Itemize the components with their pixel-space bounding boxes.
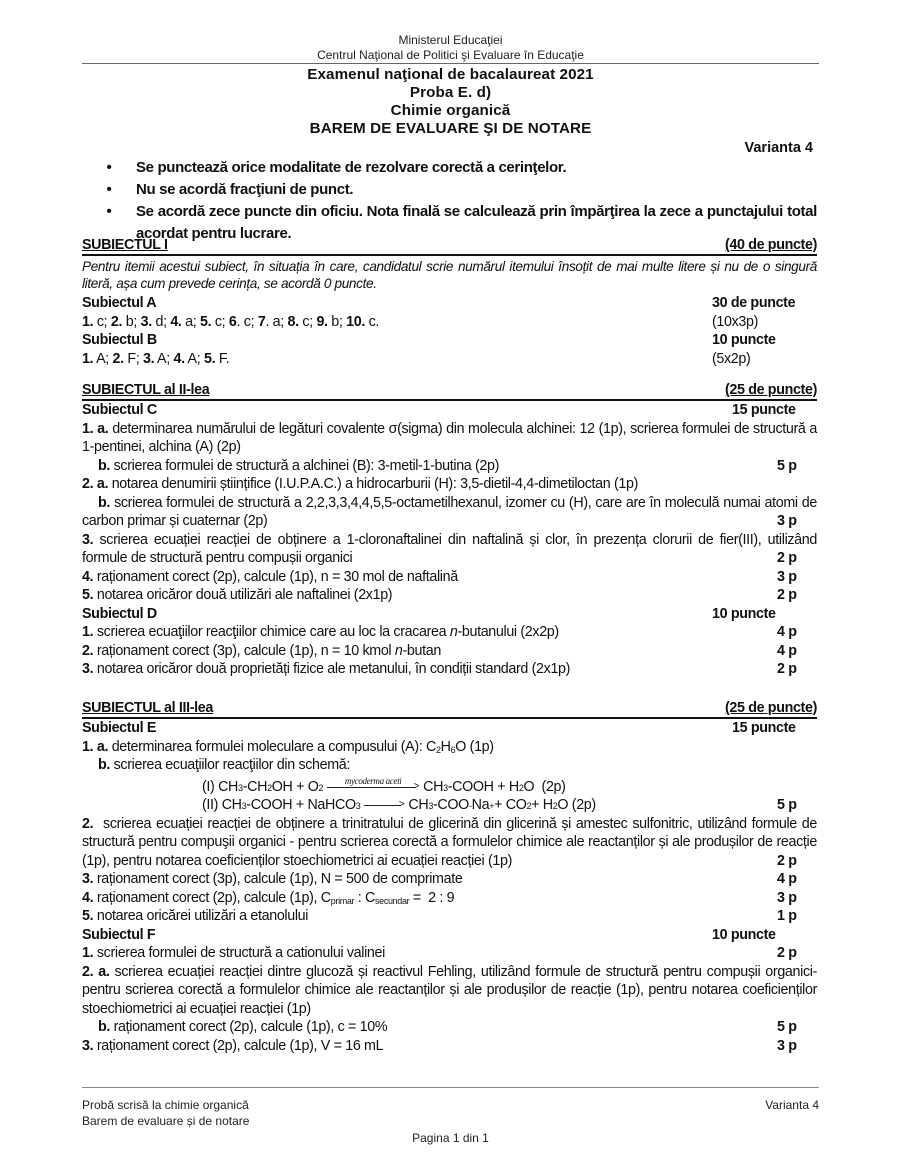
section-3-header: SUBIECTUL al III-lea (25 de puncte)	[82, 700, 817, 719]
bullet-icon: •	[106, 203, 112, 220]
item-c1b: b. scrierea formulei de structură a alchinei (B): 3-metil-1-butina (2p) 5 p	[98, 457, 797, 474]
answer-number: 10.	[346, 313, 365, 330]
footer-variant: Varianta 4	[765, 1098, 819, 1112]
item-c2b: b. scrierea formulei de structură a 2,2,3,3,4,4,5,5-octametilhexanul, izomer cu (H), care are în moleculă numai atomi de carbon primar și cuaternar (2p)	[82, 494, 817, 529]
item-c5: 5. notarea oricăror două utilizări ale naftalinei (2x1p) 2 p	[82, 587, 797, 603]
answer-value: A;	[93, 350, 113, 367]
center-name: Centrul Naţional de Politici şi Evaluare în Educaţie	[317, 48, 584, 62]
item-c2-points: 3 p	[777, 513, 797, 529]
bullet-icon: •	[106, 159, 112, 176]
answer-value: A;	[154, 350, 174, 367]
equation-2-row: (II) CH 3 -COOH + NaHCO 3 > CH 3 -COO - Na + + CO 2 + H 2 O (2p) 5 p	[82, 796, 817, 815]
item-e2: 2. scrierea ecuației reacției de obținere a trinitratului de glicerină din glicerină și amestec sulfonitric, utilizând formule de structură pentru compuşii organici - pentru scrierea corectă a formulelor chimice ale reactanților și ale produșilor de reacție (1p), pentru notarea coeficienților stoechiometrici ai ecuației reacției (1p)	[82, 815, 821, 869]
catalyst-label: mycoderma aceti	[344, 775, 402, 786]
item-f2b: b. raționament corect (2p), calcule (1p), c = 10% 5 p	[98, 1019, 797, 1035]
item-e2-points: 2 p	[777, 852, 797, 869]
section-points: (40 de puncte)	[724, 237, 817, 253]
item-e3: 3. raționament corect (3p), calcule (1p), N = 500 de comprimate 4 p	[82, 871, 797, 887]
footer-exam-label: Probă scrisă la chimie organică	[82, 1098, 249, 1112]
item-c2a: 2. a. notarea denumirii științifice (I.U.P.A.C.) a hidrocarburii (H): 3,5-dietil-4,4-dimetiloctan (1p)	[82, 476, 639, 492]
equation-1: (I) CH 3 -CH 2 OH + O 2 mycoderma aceti > CH 3 -COOH + H 2 O (2p)	[82, 778, 817, 797]
molecular-formula: $C_2H_6O$ (1p)	[426, 738, 494, 755]
answer-number: 1.	[82, 313, 94, 330]
answer-list	[82, 313, 379, 332]
item-f1: 1. scrierea formulei de structură a cationului valinei 2 p	[82, 945, 797, 961]
subject-a-header: Subiectul A 30 de puncte	[82, 295, 796, 311]
item-f3: 3. raționament corect (2p), calcule (1p), V = 16 mL 3 p	[82, 1037, 797, 1054]
item-f2a: 2. a. scrierea ecuației reacției dintre glucoză și reactivul Fehling, utilizând formule de structură pentru compușii organici- pentru scrierea corectă a formulelor chimice ale reactanților și ale produșilor de reacție (1p), pentru notarea coeficienților stoechiometrici ai ecuației reacției (1p)	[82, 963, 817, 1017]
answer-number: 2.	[110, 313, 123, 330]
bullet-icon: •	[106, 181, 112, 198]
item-d3: 3. notarea oricăror două proprietăți fizice ale metanului, în condiții standard (2x1p) 2 p	[82, 661, 797, 677]
answer-number: 9.	[316, 313, 328, 330]
footer-rule	[82, 1087, 819, 1088]
answer-value: . c;	[236, 313, 258, 330]
item-e4: 4. raționament corect (2p), calcule (1p), $C_{primar}$ : $C_{secundar} = 2$ : 9 3 p	[82, 889, 797, 906]
item-d2: 2. raționament corect (3p), calcule (1p), n = 10 kmol n-butan 4 p	[82, 642, 797, 659]
answer-value: F;	[123, 350, 143, 367]
item-c1a: 1. a. determinarea numărului de legături covalente σ(sigma) din molecula alchinei: 12 (1p), scrierea formulei de structură a 1-pentinei, alchina (A) (2p)	[82, 420, 817, 455]
rule-item: • Se punctează orice modalitate de rezolvare corectă a cerinţelor.	[82, 157, 817, 179]
answer-value: F.	[215, 350, 230, 367]
section-1	[82, 237, 817, 368]
rule-item: • Se acordă zece puncte din oficiu. Nota finală se calculează prin împărţirea la zece a punctajului total acordat pentru lucrare.	[82, 201, 817, 245]
subject-c-header: Subiectul C 15 puncte	[82, 402, 796, 418]
answer-number: 2.	[112, 350, 124, 367]
answer-value: b;	[122, 313, 141, 330]
answer-number: 5.	[203, 350, 216, 367]
answer-number: 6	[228, 313, 237, 330]
answer-breakdown: (10x3p)	[712, 313, 759, 330]
header-rule	[82, 63, 819, 64]
answer-number: 3.	[142, 350, 155, 367]
variant-label: Varianta 4	[744, 140, 813, 156]
exam-proba: Proba E. d)	[409, 84, 492, 101]
item-c3: 3. scrierea ecuației reacției de obținere a 1-cloronaftalinei din naftalină și clor, în prezența clorurii de fier(III), utilizând formule de structură pentru compușii organici	[82, 531, 817, 566]
subject-d-header: Subiectul D 10 puncte	[82, 605, 776, 622]
answer-number: 3.	[140, 313, 152, 330]
answer-value: b;	[327, 313, 347, 330]
item-e5: 5. notarea oricărei utilizări a etanolului 1 p	[82, 908, 797, 924]
subject-e-header: Subiectul E 15 puncte	[82, 720, 796, 736]
exam-title: Examenul naţional de bacalaureat 2021	[307, 66, 594, 83]
item-c3-points: 2 p	[777, 550, 797, 566]
section-2-header: SUBIECTUL al II-lea (25 de puncte)	[82, 382, 817, 401]
section-title: SUBIECTUL I	[82, 237, 168, 253]
answer-value: c;	[93, 313, 111, 330]
subject-b-header: Subiectul B 10 puncte	[82, 332, 776, 348]
equation-2: (II) CH 3 -COOH + NaHCO 3 > CH 3 -COO - Na + + CO 2 + H 2 O (2p)	[202, 797, 596, 813]
answer-number: 5.	[200, 313, 212, 330]
answer-breakdown: (5x2p)	[712, 350, 751, 367]
answer-value: c;	[211, 313, 229, 330]
reaction-arrow-icon: mycoderma aceti >	[327, 781, 419, 791]
grading-rules	[82, 157, 817, 245]
answer-value: A;	[184, 350, 204, 367]
answer-number: 8.	[287, 313, 299, 330]
reaction-arrow-icon: >	[364, 799, 404, 809]
answer-number: 4.	[173, 350, 185, 367]
answer-number: 4.	[170, 313, 182, 330]
answer-number: 7	[257, 313, 266, 330]
answer-number: 1.	[82, 350, 94, 367]
footer-barem-label: Barem de evaluare și de notare	[82, 1114, 250, 1128]
exam-barem-title: BAREM DE EVALUARE ŞI DE NOTARE	[309, 120, 592, 137]
section-1-header	[82, 237, 817, 256]
ministry-name: Ministerul Educaţiei	[398, 33, 503, 47]
rule-item: • Nu se acordă fracţiuni de punct.	[82, 179, 817, 201]
item-e1a: 1. a. determinarea formulei moleculare a compusului (A): $C_2H_6O$ (1p)	[82, 738, 494, 755]
section-3	[82, 700, 821, 1055]
subject-b-answers	[82, 350, 817, 369]
answer-value: d;	[151, 313, 171, 330]
answer-value: c;	[298, 313, 317, 330]
section-2	[82, 382, 817, 679]
subject-f-header: Subiectul F 10 puncte	[82, 926, 776, 943]
section-1-note: Pentru itemii acestui subiect, în situația în care, candidatul scrie numărul itemului însoțit de mai multe litere și nu de o singură literă, așa cum prevede cerința, se acordă 0 puncte.	[82, 259, 817, 291]
item-d1: 1. scrierea ecuaţiilor reacţiilor chimice care au loc la cracarea n-butanului (2x2p) 4 p	[82, 624, 797, 640]
item-e1b: b. scrierea ecuaţiilor reacţiilor din schemă:	[98, 757, 351, 773]
answer-value: a;	[181, 313, 201, 330]
exam-subject: Chimie organică	[390, 102, 511, 119]
footer-left	[82, 1097, 249, 1129]
answer-value: . a;	[265, 313, 288, 330]
answer-value: c.	[364, 313, 380, 330]
item-c4: 4. raționament corect (2p), calcule (1p), n = 30 mol de naftalină 3 p	[82, 568, 797, 585]
page-number: Pagina 1 din 1	[412, 1131, 489, 1145]
answer-list	[82, 350, 229, 369]
subject-a-answers	[82, 313, 817, 332]
